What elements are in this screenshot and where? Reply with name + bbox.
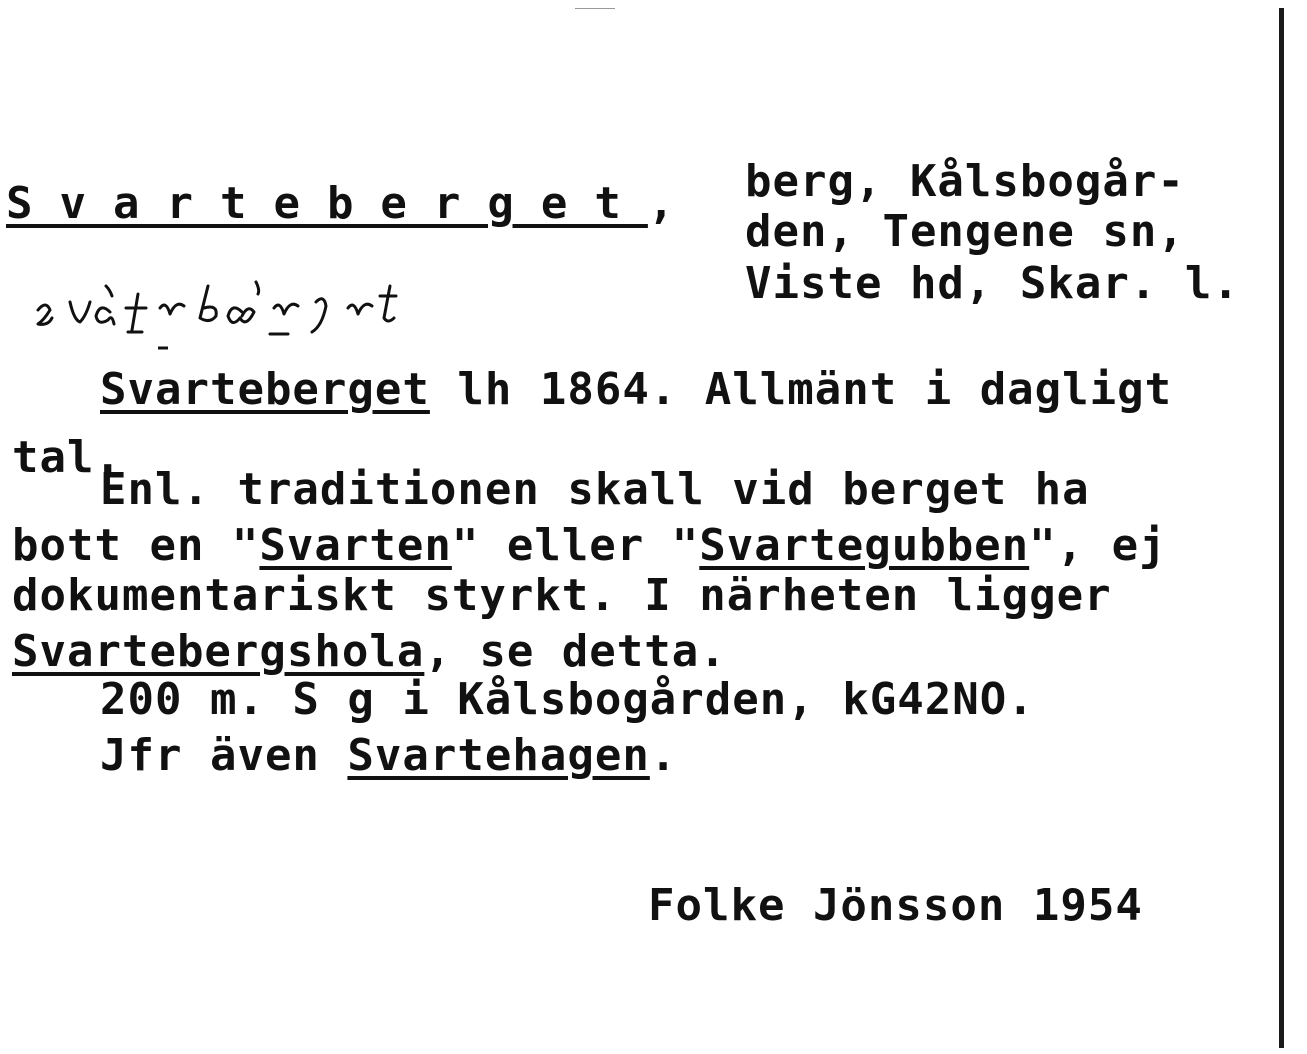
name-svarten: Svarten xyxy=(259,520,452,571)
headword: Svarteberget xyxy=(6,178,648,229)
body-line-8-b: . xyxy=(649,730,678,781)
card-edge-line xyxy=(1279,8,1284,1048)
body-line-4-c: ", ej xyxy=(1029,520,1167,571)
name-svartegubben: Svartegubben xyxy=(699,520,1030,571)
body-line-7: 200 m. S g i Kålsbogården, kG42NO. xyxy=(100,674,1035,725)
body-line-4 xyxy=(12,520,1167,571)
handwritten-phonetic-signature xyxy=(30,272,550,362)
description-line-1: berg, Kålsbogår- xyxy=(745,156,1185,207)
headword-line xyxy=(6,178,676,229)
body-line-4-a: bott en " xyxy=(12,520,260,571)
description-line-3: Viste hd, Skar. l. xyxy=(745,258,1240,309)
body-line-5: dokumentariskt styrkt. I närheten ligger xyxy=(12,570,1112,621)
scan-speck xyxy=(575,8,615,9)
body-line-2: tal. xyxy=(12,432,122,483)
name-svartebergshola: Svartebergshola xyxy=(12,626,425,677)
body-line-6 xyxy=(12,626,727,677)
body-line-1 xyxy=(100,364,1173,415)
body-line-1-rest: lh 1864. Allmänt i dagligt xyxy=(429,364,1173,415)
author-signature: Folke Jönsson 1954 xyxy=(648,880,1143,931)
description-line-2: den, Tengene sn, xyxy=(745,206,1185,257)
body-line-8-a: Jfr även xyxy=(100,730,348,781)
body-line-3: Enl. traditionen skall vid berget ha xyxy=(100,464,1090,515)
body-line-6-rest: , se detta. xyxy=(424,626,727,677)
headword-comma: , xyxy=(647,178,676,229)
body-line-8 xyxy=(100,730,678,781)
name-svarteberget: Svarteberget xyxy=(100,364,430,415)
name-svartehagen: Svartehagen xyxy=(347,730,650,781)
body-line-4-b: " eller " xyxy=(451,520,700,571)
